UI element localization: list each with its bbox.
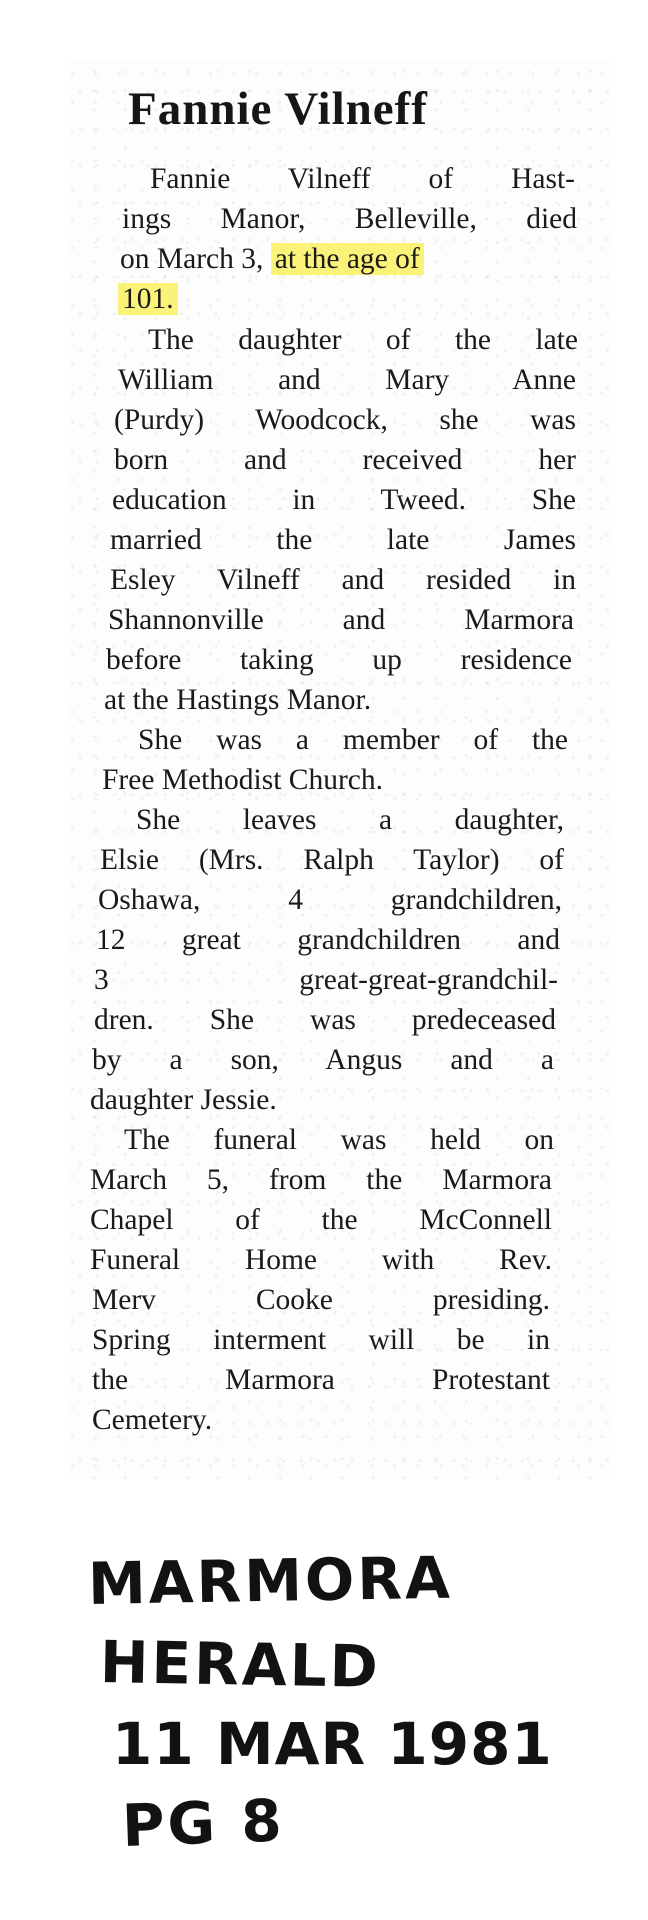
- obituary-line: Spring interment will be in: [92, 1324, 550, 1356]
- obituary-line: by a son, Angus and a: [92, 1044, 554, 1076]
- obituary-line: dren. She was predeceased: [94, 1004, 556, 1036]
- obituary-line: born and received her: [114, 444, 576, 476]
- obituary-line: [118, 282, 198, 316]
- obituary-line: (Purdy) Woodcock, she was: [114, 404, 576, 436]
- obituary-line: Fannie Vilneff of Hast-: [150, 163, 575, 195]
- obituary-line: before taking up residence: [106, 644, 572, 676]
- obituary-line: 12 great grandchildren and: [96, 924, 560, 956]
- highlighted-age-number: 101.: [118, 283, 178, 315]
- obituary-line-start: on March 3,: [120, 243, 264, 275]
- obituary-line: education in Tweed. She: [112, 484, 576, 516]
- obituary-line: ings Manor, Belleville, died: [122, 203, 577, 235]
- highlighted-age-text: at the age of: [271, 243, 424, 275]
- obituary-line: 3 great-great-grandchil-: [94, 964, 558, 996]
- obituary-line: March 5, from the Marmora: [90, 1164, 552, 1196]
- obituary-line: Oshawa, 4 grandchildren,: [98, 884, 562, 916]
- obituary-line: the Marmora Protestant: [92, 1364, 550, 1396]
- obituary-line: She leaves a daughter,: [136, 804, 564, 836]
- obituary-line: The daughter of the late: [148, 324, 578, 356]
- obituary-line: William and Mary Anne: [118, 364, 576, 396]
- handwritten-page-line: PG 8: [120, 1786, 286, 1860]
- obituary-line: Shannonville and Marmora: [108, 604, 574, 636]
- obituary-line: Chapel of the McConnell: [90, 1204, 552, 1236]
- obituary-line: The funeral was held on: [124, 1124, 554, 1156]
- obituary-line: Merv Cooke presiding.: [92, 1284, 550, 1316]
- handwritten-source-note: [60, 1543, 620, 1880]
- obituary-line: married the late James: [110, 524, 576, 556]
- obituary-line: Funeral Home with Rev.: [90, 1244, 552, 1276]
- obituary-line: Esley Vilneff and resided in: [110, 564, 576, 596]
- obituary-headline: Fannie Vilneff: [128, 83, 428, 135]
- obituary-line: [120, 242, 580, 276]
- obituary-line: Cemetery.: [92, 1404, 213, 1436]
- handwritten-date-line: 11 MAR 1981: [112, 1710, 553, 1778]
- handwritten-publication-line: MARMORA: [87, 1543, 454, 1618]
- obituary-line: Free Methodist Church.: [102, 764, 384, 796]
- obituary-line: at the Hastings Manor.: [104, 684, 372, 716]
- obituary-line: Elsie (Mrs. Ralph Taylor) of: [100, 844, 564, 876]
- obituary-line: daughter Jessie.: [90, 1084, 277, 1116]
- obituary-line: She was a member of the: [138, 724, 568, 756]
- handwritten-publication-line: HERALD: [99, 1628, 382, 1701]
